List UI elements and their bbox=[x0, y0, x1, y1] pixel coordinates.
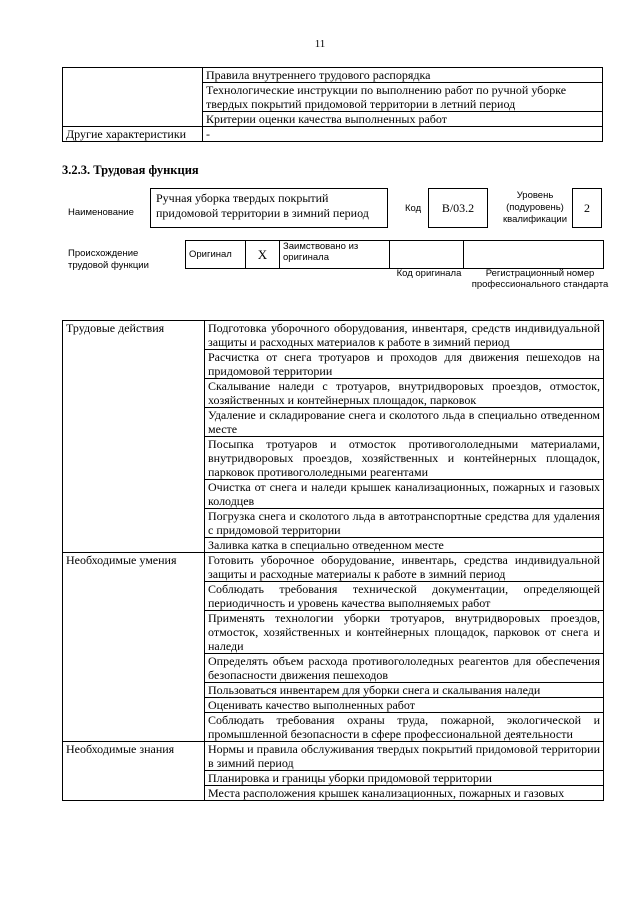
original-mark: X bbox=[246, 241, 280, 269]
section-item: Расчистка от снега тротуаров и проходов для движения пешеходов на придомовой территории bbox=[205, 350, 604, 379]
top-table-row: Технологические инструкции по выполнению работ по ручной уборке твердых покрытий придомовой территории в летний период bbox=[203, 83, 603, 112]
original-code-cell bbox=[390, 241, 464, 269]
registration-caption: Регистрационный номер профессионального стандарта bbox=[471, 268, 609, 290]
code-value-box bbox=[428, 188, 488, 228]
section-item: Соблюдать требования технической документации, определяющей периодичность и уровень качества выполняемых работ bbox=[205, 582, 604, 611]
qualification-level: 2 bbox=[584, 201, 590, 215]
other-characteristics-label: Другие характеристики bbox=[63, 127, 203, 142]
function-code: B/03.2 bbox=[441, 201, 475, 215]
section-item: Заливка катка в специально отведенном месте bbox=[205, 538, 604, 553]
origin-label: Происхождение трудовой функции bbox=[68, 248, 149, 271]
section-item: Нормы и правила обслуживания твердых покрытий придомовой территории в зимний период bbox=[205, 742, 604, 771]
section-item: Применять технологии уборки тротуаров, внутридворовых проездов, отмосток, хозяйственных и контейнерных площадок, парковок от снега и наледи bbox=[205, 611, 604, 654]
code-label: Код bbox=[405, 203, 422, 214]
name-value-box bbox=[150, 188, 388, 228]
name-label: Наименование bbox=[68, 207, 134, 218]
section-item: Соблюдать требования охраны труда, пожарной, экологической и промышленной безопасности в сфере профессиональной деятельности bbox=[205, 713, 604, 742]
top-table bbox=[62, 67, 603, 142]
borrowed-label: Заимствовано из оригинала bbox=[280, 241, 390, 269]
main-table bbox=[62, 320, 604, 801]
other-characteristics-value: - bbox=[203, 127, 603, 142]
section-item: Планировка и границы уборки придомовой территории bbox=[205, 771, 604, 786]
registration-number-cell bbox=[464, 241, 604, 269]
section-heading: 3.2.3. Трудовая функция bbox=[62, 163, 199, 177]
section-item: Скалывание наледи с тротуаров, внутридворовых проездов, отмосток, хозяйственных и контейнерных площадок, парковок bbox=[205, 379, 604, 408]
section-item: Места расположения крышек канализационных, пожарных и газовых bbox=[205, 786, 604, 801]
top-table-empty-cell bbox=[63, 68, 203, 127]
section-label: Трудовые действия bbox=[63, 321, 205, 553]
section-item: Удаление и складирование снега и сколотого льда в специально отведенном месте bbox=[205, 408, 604, 437]
original-label: Оригинал bbox=[186, 241, 246, 269]
section-item: Подготовка уборочного оборудования, инвентаря, средств индивидуальной защиты и расходных материалов к работе в зимний период bbox=[205, 321, 604, 350]
section-label: Необходимые знания bbox=[63, 742, 205, 801]
top-table-row: Критерии оценки качества выполненных работ bbox=[203, 112, 603, 127]
section-item: Пользоваться инвентарем для уборки снега и скалывания наледи bbox=[205, 683, 604, 698]
section-item: Посыпка тротуаров и отмосток противогололедными материалами, внутридворовых проездов, хозяйственных и контейнерных площадок, парковок противогололедными реагентами bbox=[205, 437, 604, 480]
section-item: Очистка от снега и наледи крышек канализационных, пожарных и газовых колодцев bbox=[205, 480, 604, 509]
section-label: Необходимые умения bbox=[63, 553, 205, 742]
code-caption: Код оригинала bbox=[396, 268, 462, 279]
page-number: 11 bbox=[314, 38, 326, 50]
function-name: Ручная уборка твердых покрытий придомовой территории в зимний период bbox=[156, 191, 369, 220]
top-table-row: Правила внутреннего трудового распорядка bbox=[203, 68, 603, 83]
section-item: Готовить уборочное оборудование, инвентарь, средства индивидуальной защиты и расходные материалы к работе в зимний период bbox=[205, 553, 604, 582]
origin-table bbox=[185, 240, 604, 269]
section-item: Определять объем расхода противогололедных реагентов для обеспечения безопасности движения пешеходов bbox=[205, 654, 604, 683]
level-value-box bbox=[572, 188, 602, 228]
section-item: Оценивать качество выполненных работ bbox=[205, 698, 604, 713]
level-label: Уровень (подуровень) квалификации bbox=[502, 190, 568, 225]
section-item: Погрузка снега и сколотого льда в автотранспортные средства для удаления с придомовой территории bbox=[205, 509, 604, 538]
